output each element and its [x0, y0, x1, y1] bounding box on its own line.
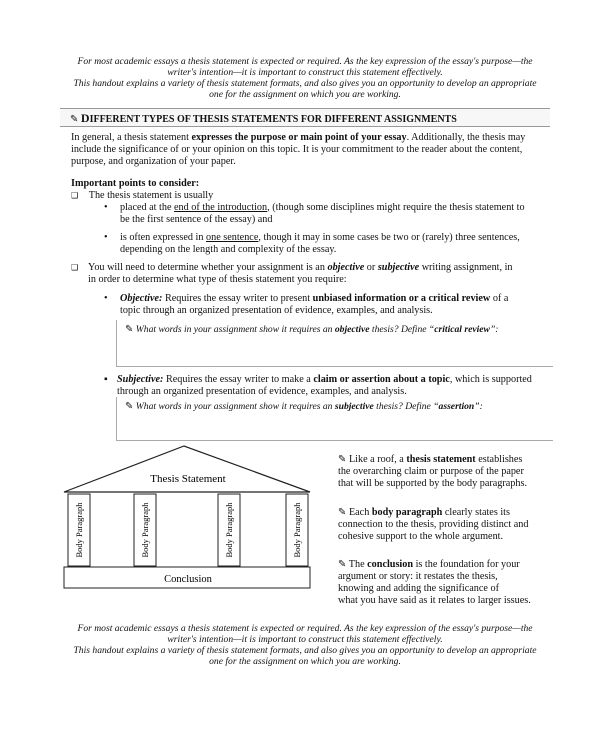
para-bold: expresses the purpose or main point of your essay — [191, 132, 407, 143]
q-text: What words in your assignment show it requires an — [135, 324, 335, 335]
intro-bottom — [60, 623, 550, 667]
q-text: ”: — [474, 401, 483, 412]
bullet-icon: • — [104, 202, 108, 213]
intro-line: This handout explains a variety of thesis statement formats, and also gives you an opportunity to develop an appropriate — [73, 78, 537, 89]
sub-underline: end of the introduction — [174, 202, 268, 213]
sub-text: , (though some disciplines might require the thesis statement to — [267, 202, 525, 213]
sub-underline: one sentence — [206, 232, 259, 243]
section-heading — [60, 108, 550, 127]
pillar-label: Body Paragraph — [74, 502, 84, 558]
def-bold: unbiased information or a critical review — [312, 293, 491, 304]
subjective-answer-box[interactable] — [116, 397, 553, 441]
objective-label: Objective: — [120, 293, 163, 304]
intro-line: For most academic essays a thesis statement is expected or required. As the key expression of the essay's purpose—the — [77, 56, 533, 67]
para-line: include the significance of or your opinion on this topic. It is your commitment to the reader about the content, — [71, 144, 523, 155]
def-text: , which is supported — [449, 374, 532, 385]
intro-line: writer's intention—it is important to construct this statement effectively. — [167, 67, 443, 78]
def-line: topic through an organized presentation of evidence, examples, and analysis. — [120, 305, 433, 316]
conclusion-explanation: ✎ The conclusion is the foundation for your argument or story: it restates the thesis, knowing and adding the significance of what you have said as it relates to larger issues. — [338, 559, 531, 606]
pillar-label: Body Paragraph — [140, 502, 150, 558]
bullet-icon: • — [104, 293, 108, 304]
sub-line: be the first sentence of the essay) and — [120, 214, 273, 225]
def-bold: claim or assertion about a topic — [313, 374, 450, 385]
pencil-icon: ✎ — [70, 114, 79, 125]
q-bold: objective — [334, 324, 370, 335]
pillar-label: Body Paragraph — [292, 502, 302, 558]
intro-line: This handout explains a variety of thesis statement formats, and also gives you an opportunity to develop an appropriate — [73, 645, 537, 656]
para-line: purpose, and organization of your paper. — [71, 156, 236, 167]
checkbox-bullet-icon: ❑ — [71, 191, 79, 200]
sub-line: depending on the length and complexity of the essay. — [120, 244, 337, 255]
intro-line: one for the assignment on which you are working. — [209, 656, 401, 667]
pillar-label: Body Paragraph — [224, 502, 234, 558]
sub-point-2 — [120, 232, 550, 256]
objective-definition — [120, 293, 550, 317]
checkbox-bullet-icon: ❑ — [71, 263, 79, 272]
intro-top — [60, 56, 550, 100]
point-bold-italic: objective — [327, 262, 365, 273]
subjective-label: Subjective: — [117, 374, 164, 385]
sub-point-1 — [120, 202, 550, 226]
body-paragraph-explanation: ✎ Each body paragraph clearly states its connection to the thesis, providing distinct and cohesive support to the whole argument. — [338, 507, 529, 542]
intro-paragraph — [71, 132, 551, 168]
def-text: of a — [490, 293, 509, 304]
points-heading: Important points to consider: — [71, 178, 200, 189]
pencil-icon: ✎ — [125, 324, 134, 335]
foundation-label: Conclusion — [164, 574, 212, 585]
sub-text: is often expressed in — [120, 232, 207, 243]
para-text: . Additionally, the thesis may — [406, 132, 526, 143]
q-bold: subjective — [334, 401, 374, 412]
q-bold: critical review — [434, 324, 490, 335]
point-text: or — [364, 262, 378, 273]
def-text: Requires the essay writer to present — [162, 293, 313, 304]
pencil-icon: ✎ — [338, 454, 347, 465]
q-text: thesis? Define “ — [369, 324, 435, 335]
pencil-icon: ✎ — [125, 401, 134, 412]
def-line: through an organized presentation of evidence, examples, and analysis. — [117, 386, 407, 397]
sub-text: , though it may in some cases be two or (rarely) three sentences, — [258, 232, 520, 243]
section-heading-cap: D — [80, 111, 90, 125]
point-1 — [71, 190, 213, 202]
def-text: Requires the essay writer to make a — [163, 374, 314, 385]
q-text: What words in your assignment show it requires an — [135, 401, 335, 412]
section-heading-text: IFFERENT TYPES OF THESIS STATEMENTS FOR DIFFERENT ASSIGNMENTS — [89, 114, 457, 125]
intro-line: For most academic essays a thesis statement is expected or required. As the key expression of the essay's purpose—the — [77, 623, 533, 634]
subjective-definition — [117, 374, 550, 398]
square-bullet-icon: ▪ — [104, 374, 108, 385]
roof-label: Thesis Statement — [150, 473, 226, 485]
objective-answer-box[interactable] — [116, 320, 553, 367]
point-text: You will need to determine whether your assignment is an — [88, 262, 328, 273]
sub-text: placed at the — [120, 202, 175, 213]
q-text: ”: — [489, 324, 499, 335]
pencil-icon: ✎ — [338, 507, 347, 518]
q-text: thesis? Define “ — [373, 401, 439, 412]
bullet-icon: • — [104, 232, 108, 243]
diagram-roof — [64, 446, 310, 492]
para-text: In general, a thesis statement — [71, 132, 192, 143]
point-bold-italic: subjective — [377, 262, 420, 273]
point-2 — [88, 262, 550, 286]
subjective-question — [117, 397, 553, 412]
intro-line: one for the assignment on which you are working. — [209, 89, 401, 100]
intro-line: writer's intention—it is important to construct this statement effectively. — [167, 634, 443, 645]
objective-question — [117, 320, 553, 335]
roof-explanation: ✎ Like a roof, a thesis statement establishes the overarching claim or purpose of the paper that will be supported by the body paragraphs. — [338, 454, 527, 489]
pencil-icon: ✎ — [338, 559, 347, 570]
point-text: writing assignment, in — [419, 262, 513, 273]
point-line: in order to determine what type of thesis statement you require: — [88, 274, 347, 285]
q-bold: assertion — [438, 401, 475, 412]
thesis-house-diagram — [60, 442, 320, 592]
point-text: The thesis statement is usually — [88, 190, 214, 201]
